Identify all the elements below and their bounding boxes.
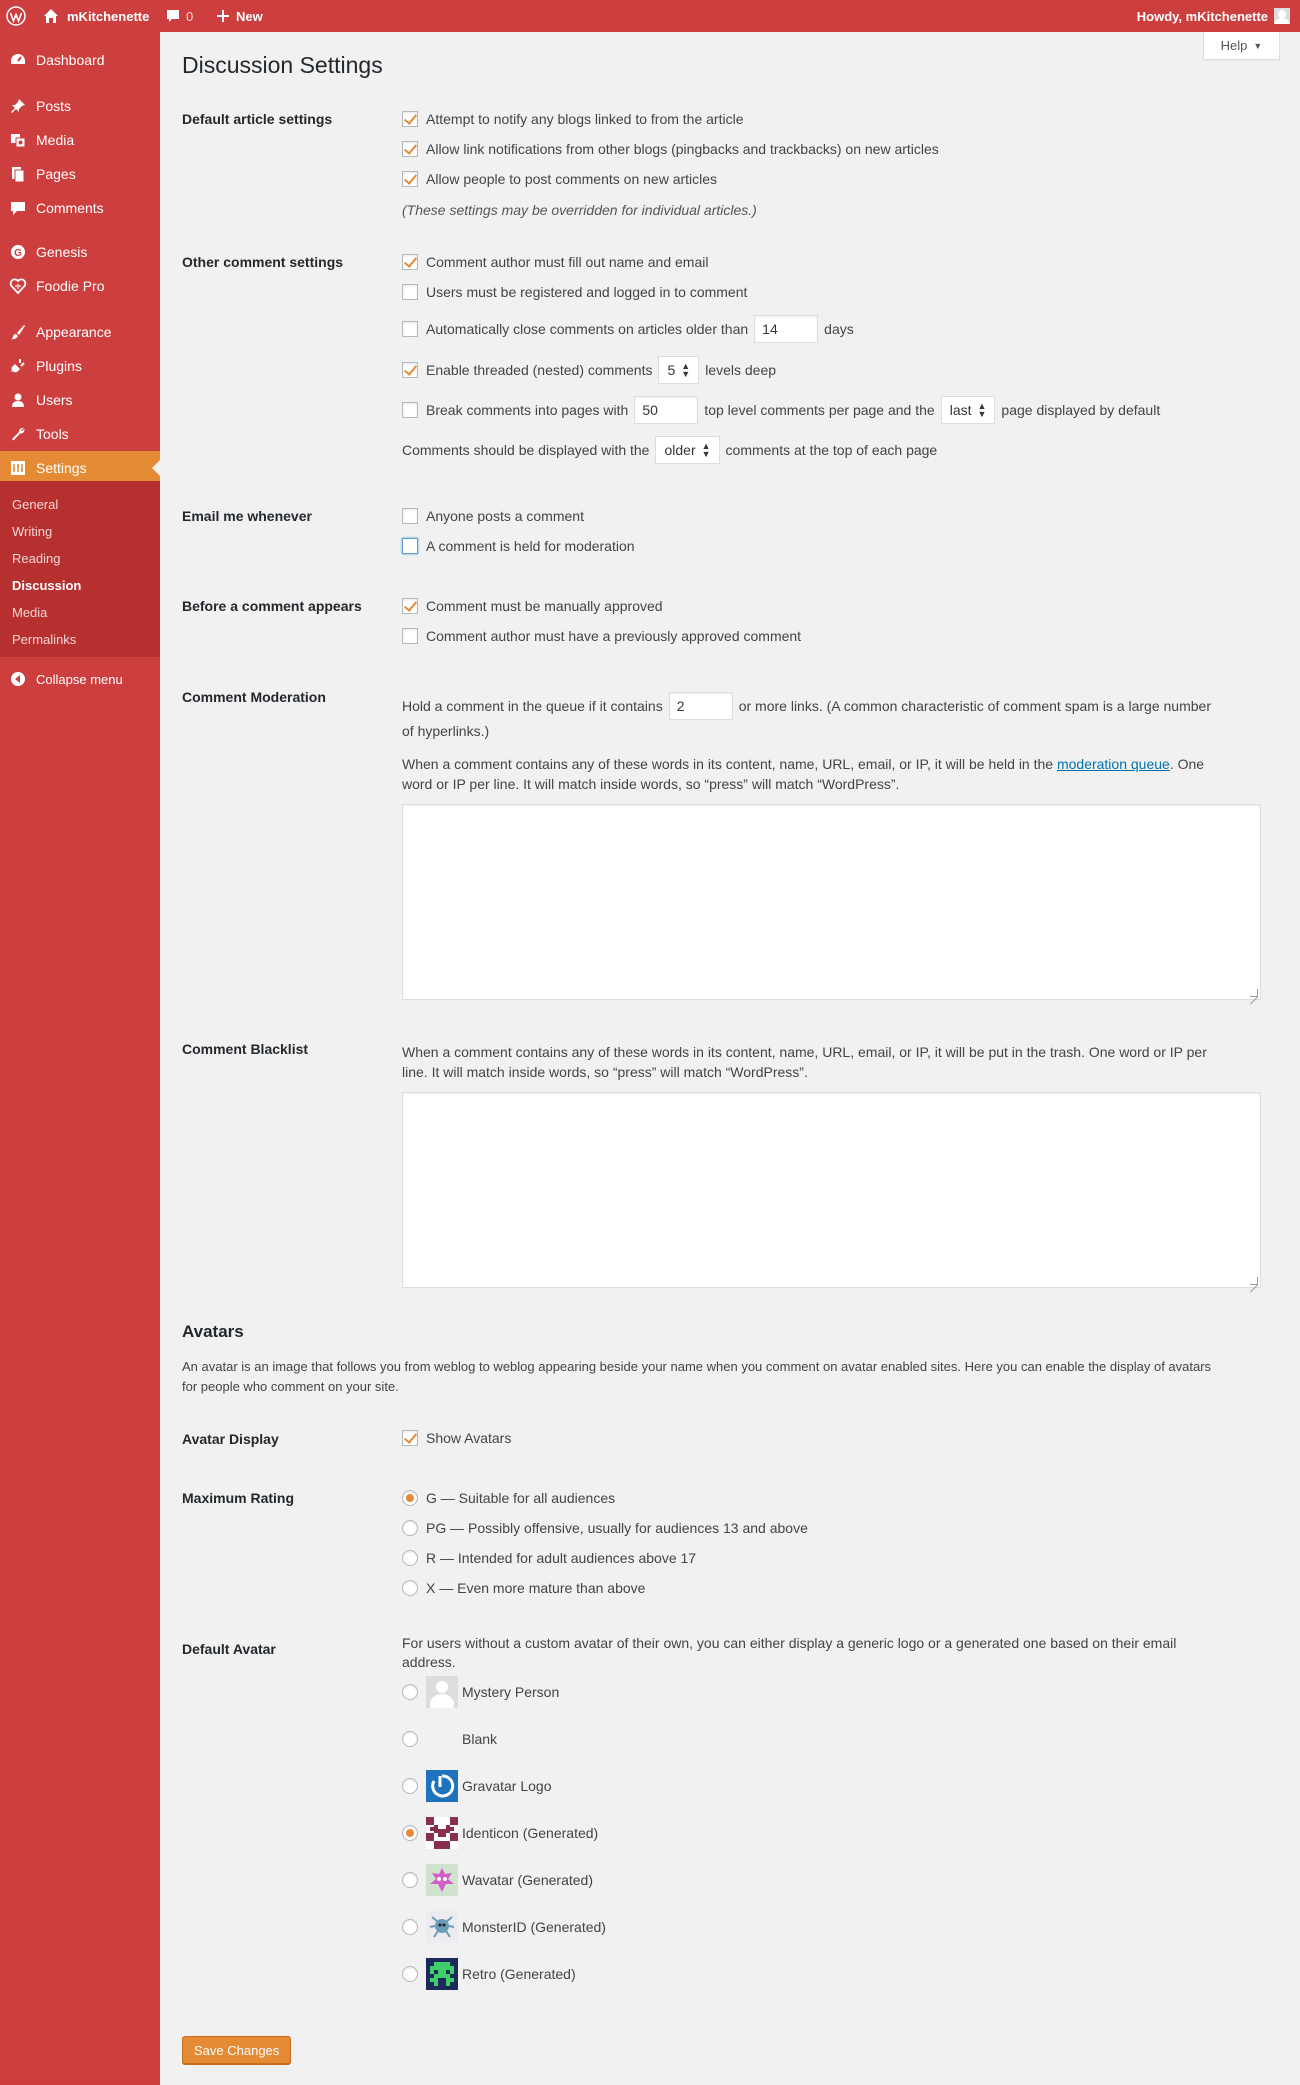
comment-bubble-icon: [166, 9, 180, 23]
option-label: Comment author must fill out name and email: [426, 254, 709, 270]
blacklist-desc: [402, 1042, 1262, 1082]
my-account-link[interactable]: [1137, 0, 1290, 32]
select-value: last: [949, 402, 972, 418]
name-email-option[interactable]: [402, 250, 708, 274]
sidebar-item-label: Pages: [36, 166, 76, 182]
page-title: Discussion Settings: [182, 52, 383, 78]
registered-checkbox[interactable]: [402, 284, 418, 300]
rating-pg-radio[interactable]: [402, 1520, 418, 1536]
sidebar-item-genesis[interactable]: [0, 235, 160, 269]
sidebar-item-pages[interactable]: [0, 157, 160, 191]
mystery-person-avatar: [426, 1676, 458, 1708]
collapse-menu-label: Collapse menu: [36, 671, 123, 687]
pages-icon: [0, 165, 36, 183]
comments-count: 0: [186, 8, 194, 24]
option-label: R — Intended for adult audiences above 17: [426, 1550, 697, 1566]
submenu-media[interactable]: Media: [12, 605, 48, 620]
break-comments-checkbox[interactable]: [402, 402, 418, 418]
option-label: Retro (Generated): [462, 1966, 576, 1982]
sidebar-item-label: Media: [36, 132, 75, 148]
avatars-heading: Avatars: [182, 1322, 244, 1341]
howdy-label: Howdy, mKitchenette: [1136, 8, 1268, 24]
sidebar-item-label: Foodie Pro: [36, 278, 105, 294]
monsterid-avatar: [426, 1911, 458, 1943]
manual-approve-option[interactable]: [402, 594, 663, 618]
threaded-comments-checkbox[interactable]: [402, 362, 418, 378]
avatar-mystery-option[interactable]: [402, 1676, 559, 1708]
avatar-identicon-option[interactable]: [402, 1817, 598, 1849]
override-note: (These settings may be overridden for individual articles.): [402, 202, 757, 218]
option-label: comments at the top of each page: [725, 442, 938, 458]
sidebar-item-label: Comments: [36, 200, 104, 216]
avatar-monsterid-radio[interactable]: [402, 1919, 418, 1935]
avatars-desc: [182, 1357, 1282, 1397]
desc-text: line. It will match inside words, so “press” will match “WordPress”.: [402, 1064, 808, 1080]
comment-icon: [0, 199, 36, 217]
rating-r-radio[interactable]: [402, 1550, 418, 1566]
help-tab-button[interactable]: [1203, 32, 1280, 60]
option-label: Users must be registered and logged in to comment: [426, 284, 748, 300]
avatar: [1274, 8, 1290, 24]
wordpress-logo-icon[interactable]: [6, 0, 26, 32]
gravatar-logo-icon: [426, 1770, 458, 1802]
avatar-retro-option[interactable]: [402, 1958, 576, 1990]
option-label: Gravatar Logo: [462, 1778, 552, 1794]
settings-icon: [0, 459, 36, 477]
avatar-wavatar-option[interactable]: [402, 1864, 593, 1896]
break-comments-option: [402, 395, 1160, 425]
desc-text: When a comment contains any of these words in its content, name, URL, email, or IP, it will be held in the: [402, 756, 1054, 772]
avatar-blank-radio[interactable]: [402, 1731, 418, 1747]
held-moderation-checkbox[interactable]: [402, 538, 418, 554]
admin-bar: [0, 0, 1300, 32]
anyone-posts-option[interactable]: [402, 504, 584, 528]
option-label: X — Even more mature than above: [426, 1580, 646, 1596]
sidebar-item-label: Plugins: [36, 358, 82, 374]
blacklist-keys-textarea[interactable]: [402, 1092, 1261, 1288]
desc-text: When a comment contains any of these words in its content, name, URL, email, or IP, it will be put in the trash. One word or IP per: [402, 1044, 1207, 1060]
close-days-input[interactable]: 14: [754, 315, 818, 343]
hold-links-option: [402, 691, 1211, 721]
sidebar-item-tools[interactable]: [0, 417, 160, 451]
user-icon: [0, 391, 36, 409]
sidebar-item-label: Users: [36, 392, 73, 408]
site-name-label: mKitchenette: [67, 8, 150, 24]
sidebar-item-label: Appearance: [36, 324, 112, 340]
desc-text: . One: [1169, 756, 1205, 772]
plug-icon: [0, 357, 36, 375]
media-icon: [0, 131, 36, 149]
select-value: older: [664, 442, 696, 458]
new-content-link[interactable]: [217, 0, 263, 32]
option-label: Break comments into pages with: [426, 402, 629, 418]
submenu-writing[interactable]: Writing: [12, 524, 53, 539]
registered-option[interactable]: [402, 280, 747, 304]
option-label: Show Avatars: [426, 1430, 512, 1446]
sidebar-item-label: Genesis: [36, 244, 88, 260]
sidebar-item-label: Settings: [36, 460, 87, 476]
save-changes-button[interactable]: Save Changes: [182, 2036, 291, 2064]
desc-text: for people who comment on your site.: [182, 1379, 399, 1394]
manual-approve-checkbox[interactable]: [402, 598, 418, 614]
dashboard-icon: [0, 51, 36, 69]
option-label: days: [824, 321, 854, 337]
before-comment-label: Before a comment appears: [182, 598, 362, 614]
genesis-icon: [0, 243, 36, 261]
avatar-blank-option[interactable]: [402, 1723, 497, 1755]
default-avatar-label: Default Avatar: [182, 1641, 276, 1657]
thread-depth-select[interactable]: [658, 356, 699, 384]
option-label: Enable threaded (nested) comments: [426, 362, 653, 378]
resize-grip-icon[interactable]: [1250, 989, 1258, 997]
moderation-words-desc: [402, 754, 1262, 794]
pin-icon: [0, 97, 36, 115]
default-page-select[interactable]: [941, 396, 996, 424]
collapse-menu-button[interactable]: [0, 664, 160, 694]
desc-text: address.: [402, 1654, 456, 1670]
allow-comments-checkbox[interactable]: [402, 171, 418, 187]
new-label: New: [236, 8, 263, 24]
comment-order-select[interactable]: [655, 436, 719, 464]
allow-comments-option[interactable]: [402, 167, 717, 191]
resize-grip-icon[interactable]: [1250, 1277, 1258, 1285]
avatar-wavatar-radio[interactable]: [402, 1872, 418, 1888]
plus-icon: [217, 10, 229, 22]
avatar-identicon-radio[interactable]: [402, 1825, 418, 1841]
avatar-monsterid-option[interactable]: [402, 1911, 606, 1943]
option-label: Attempt to notify any blogs linked to from the article: [426, 111, 744, 127]
option-label: Allow people to post comments on new articles: [426, 171, 718, 187]
submenu-general[interactable]: General: [12, 497, 59, 512]
notify-blogs-option[interactable]: [402, 107, 744, 131]
avatar-gravatar-radio[interactable]: [402, 1778, 418, 1794]
previously-approved-checkbox[interactable]: [402, 628, 418, 644]
desc-text: An avatar is an image that follows you from weblog to weblog appearing beside your name when you comment on avatar enabled sites. Here you can enable the display of avatars: [182, 1359, 1212, 1374]
hold-links-line2: of hyperlinks.): [402, 723, 490, 739]
held-moderation-option[interactable]: [402, 534, 635, 558]
comment-order-option: [402, 435, 937, 465]
blank-avatar: [426, 1723, 458, 1755]
rating-pg-option[interactable]: [402, 1516, 808, 1540]
option-label: G — Suitable for all audiences: [426, 1490, 616, 1506]
help-label: Help: [1220, 38, 1248, 53]
site-name-link[interactable]: [43, 0, 149, 32]
sidebar-item-label: Posts: [36, 98, 72, 114]
comment-moderation-label: Comment Moderation: [182, 689, 326, 705]
avatar-mystery-radio[interactable]: [402, 1684, 418, 1700]
comment-blacklist-label: Comment Blacklist: [182, 1041, 309, 1057]
option-label: Automatically close comments on articles older than: [426, 321, 749, 337]
sidebar-item-foodie-pro[interactable]: [0, 269, 160, 303]
identicon-avatar: [426, 1817, 458, 1849]
threaded-comments-option: [402, 355, 776, 385]
option-label: PG — Possibly offensive, usually for audiences 13 and above: [426, 1520, 808, 1536]
previously-approved-option[interactable]: [402, 624, 801, 648]
desc-text: word or IP per line. It will match inside words, so “press” will match “WordPress”.: [402, 776, 900, 792]
submenu-permalinks[interactable]: Permalinks: [12, 632, 77, 647]
sidebar-item-label: Tools: [36, 426, 69, 442]
option-label: Wavatar (Generated): [462, 1872, 593, 1888]
wavatar-avatar: [426, 1864, 458, 1896]
updown-arrows-icon: ▲ ▼: [681, 361, 691, 379]
option-label: page displayed by default: [1001, 402, 1161, 418]
sidebar-item-posts[interactable]: [0, 89, 160, 123]
sidebar-item-dashboard[interactable]: [0, 43, 160, 77]
sidebar-item-comments[interactable]: [0, 191, 160, 225]
sidebar-item-media[interactable]: [0, 123, 160, 157]
option-label: Identicon (Generated): [462, 1825, 599, 1841]
moderation-keys-textarea[interactable]: [402, 804, 1261, 1000]
sidebar-item-plugins[interactable]: [0, 349, 160, 383]
option-label: Allow link notifications from other blogs (pingbacks and trackbacks) on new articles: [426, 141, 939, 157]
rating-r-option[interactable]: [402, 1546, 696, 1570]
submenu-discussion[interactable]: Discussion: [12, 578, 82, 593]
svg-text:G: G: [14, 248, 22, 259]
select-value: 5: [667, 362, 676, 378]
option-label: A comment is held for moderation: [426, 538, 635, 554]
updown-arrows-icon: ▲ ▼: [977, 401, 987, 419]
option-label: Anyone posts a comment: [426, 508, 584, 524]
brush-icon: [0, 323, 36, 341]
sidebar-item-label: Dashboard: [36, 52, 105, 68]
default-article-settings-label: Default article settings: [182, 111, 333, 127]
close-comments-checkbox[interactable]: [402, 321, 418, 337]
show-avatars-checkbox[interactable]: [402, 1430, 418, 1446]
option-label: Comment author must have a previously approved comment: [426, 628, 802, 644]
rating-g-radio[interactable]: [402, 1490, 418, 1506]
comments-link[interactable]: [166, 0, 193, 32]
name-email-checkbox[interactable]: [402, 254, 418, 270]
option-label: Blank: [462, 1731, 498, 1747]
avatar-display-label: Avatar Display: [182, 1431, 279, 1447]
foodie-heart-icon: [0, 277, 36, 295]
sidebar-item-users[interactable]: [0, 383, 160, 417]
option-label: Mystery Person: [462, 1684, 560, 1700]
pingbacks-option[interactable]: [402, 137, 939, 161]
notify-blogs-checkbox[interactable]: [402, 111, 418, 127]
collapse-arrow-icon: [0, 671, 36, 687]
sidebar-item-appearance[interactable]: [0, 315, 160, 349]
email-me-label: Email me whenever: [182, 508, 312, 524]
avatar-gravatar-option[interactable]: [402, 1770, 552, 1802]
option-label: levels deep: [705, 362, 777, 378]
avatar-retro-radio[interactable]: [402, 1966, 418, 1982]
close-comments-option: [402, 314, 854, 344]
option-label: Hold a comment in the queue if it contains: [402, 698, 663, 714]
updown-arrows-icon: ▲ ▼: [701, 441, 711, 459]
moderation-links-input[interactable]: 2: [669, 692, 733, 720]
comments-per-page-input[interactable]: 50: [634, 396, 698, 424]
caret-down-icon: ▼: [1253, 40, 1263, 51]
submenu-reading[interactable]: Reading: [12, 551, 61, 566]
moderation-queue-link[interactable]: moderation queue: [1056, 756, 1170, 772]
maximum-rating-label: Maximum Rating: [182, 1490, 295, 1506]
wrench-icon: [0, 425, 36, 443]
sidebar-item-settings[interactable]: [0, 451, 160, 485]
rating-g-option[interactable]: [402, 1486, 615, 1510]
show-avatars-option[interactable]: [402, 1426, 511, 1450]
pingbacks-checkbox[interactable]: [402, 141, 418, 157]
retro-avatar: [426, 1958, 458, 1990]
option-label: top level comments per page and the: [704, 402, 935, 418]
anyone-posts-checkbox[interactable]: [402, 508, 418, 524]
other-comment-settings-label: Other comment settings: [182, 254, 344, 270]
option-label: Comment must be manually approved: [426, 598, 663, 614]
option-label: Comments should be displayed with the: [402, 442, 650, 458]
rating-x-option[interactable]: [402, 1576, 645, 1600]
home-icon: [43, 8, 59, 24]
option-label: or more links. (A common characteristic of comment spam is a large number: [738, 698, 1211, 714]
desc-text: For users without a custom avatar of their own, you can either display a generic logo or a generated one based on their email: [402, 1635, 1177, 1651]
option-label: MonsterID (Generated): [462, 1919, 606, 1935]
rating-x-radio[interactable]: [402, 1580, 418, 1596]
default-avatar-desc: [402, 1634, 1262, 1672]
